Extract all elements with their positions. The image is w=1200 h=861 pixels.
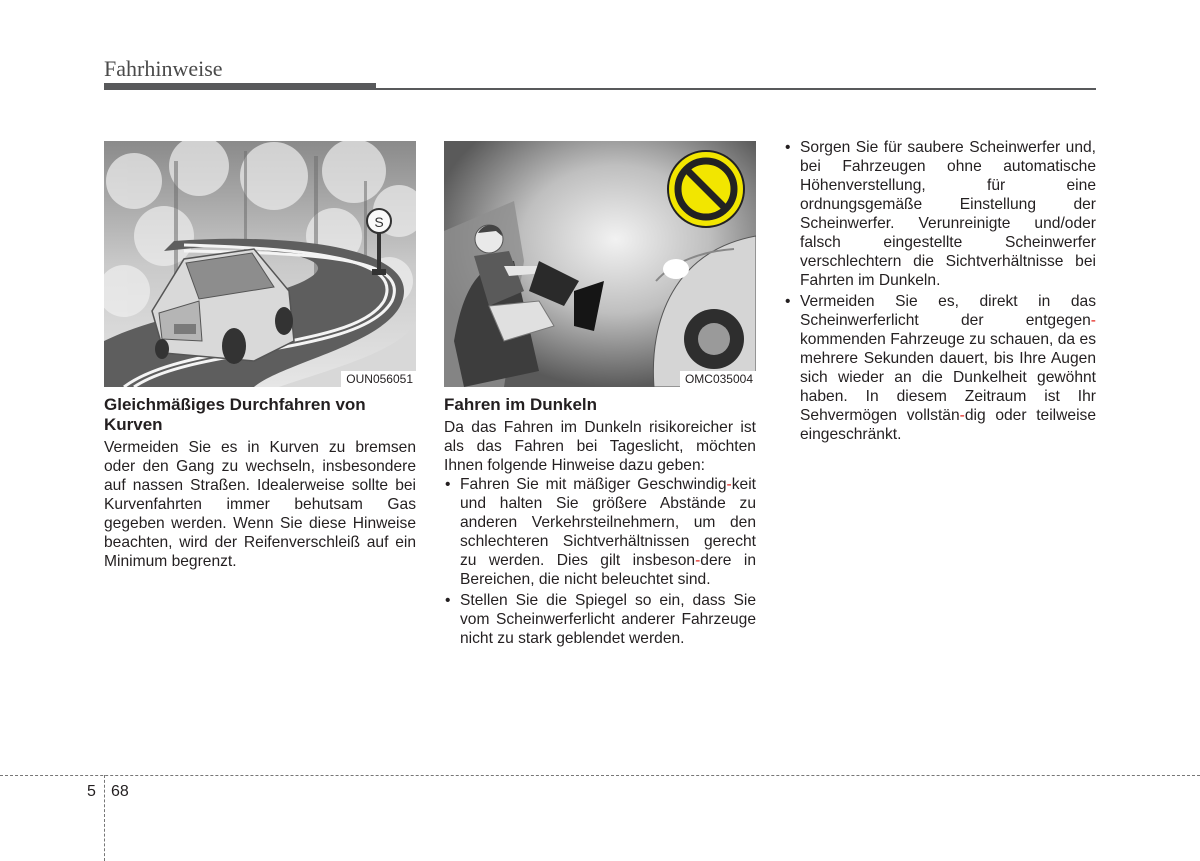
list-item: • Stellen Sie die Spiegel so ein, dass Sie vom Scheinwerferlicht anderer Fahrzeuge nicht zu stark geblendet werden. xyxy=(444,591,756,648)
figure-code: OMC035004 xyxy=(680,371,756,387)
header-rule-accent xyxy=(104,83,376,90)
chapter-number: 5 xyxy=(87,783,96,800)
column-2 xyxy=(444,141,756,650)
list-item: • Vermeiden Sie es, direkt in das Scheinwerferlicht der entgegen-kommenden Fahrzeuge zu schauen, da es mehrere Sekunden dauert, bis Ihre Augen sich wieder an die Dunkelheit gewöhnt haben. In diesem Zeitraum ist Ihr Sehvermögen vollstän-dig oder teilweise eingeschränkt. xyxy=(784,292,1096,444)
page-number: 68 xyxy=(111,783,129,800)
figure-code: OUN056051 xyxy=(341,371,416,387)
figure-winding-road-car xyxy=(104,141,416,387)
list-item: • Sorgen Sie für saubere Scheinwerfer und, bei Fahrzeugen ohne automatische Höhenverstellung, für eine ordnungsgemäße Einstellung der Scheinwerfer. Verunreinigte und/oder falsch eingestellte Scheinwerfer verschlechtern die Sichtverhältnisse bei Fahrten im Dunkeln. xyxy=(784,138,1096,290)
winding-road-illustration xyxy=(104,141,416,387)
paragraph-night-intro: Da das Fahren im Dunkeln risikoreicher ist als das Fahren bei Tageslicht, möchten Ihnen folgende Hinweise dazu geben: xyxy=(444,419,756,474)
heading-night: Fahren im Dunkeln xyxy=(444,395,598,414)
prohibition-sign-icon xyxy=(668,151,744,227)
section-title: Fahrhinweise xyxy=(104,56,223,81)
paragraph-curves: Vermeiden Sie es in Kurven zu bremsen oder den Gang zu wechseln, insbesondere auf nassen Straßen. Idealerweise sollte bei Kurvenfahrten immer behutsam Gas gegeben werden. Wenn Sie diese Hinweise beachten, wird der Reifenverschleiß auf ein Minimum begrenzt. xyxy=(104,439,416,570)
svg-text:S: S xyxy=(374,214,384,230)
column-3 xyxy=(784,138,1096,446)
list-item: • Fahren Sie mit mäßiger Geschwindig-keit und halten Sie größere Abstände zu anderen Verkehrsteilnehmern, um den schlechteren Sichtverhältnissen gerecht zu werden. Dies gilt insbeson-dere in Bereichen, die nicht beleuchtet sind. xyxy=(444,475,756,589)
footer-rule xyxy=(0,775,1200,776)
figure-night-driving xyxy=(444,141,756,387)
heading-curves: Gleichmäßiges Durchfahren von Kurven xyxy=(104,395,366,434)
footer-divider xyxy=(104,775,105,861)
header-rule xyxy=(376,88,1096,90)
bullet-list-night xyxy=(444,475,756,648)
night-driving-illustration xyxy=(444,141,756,387)
column-1 xyxy=(104,141,416,571)
bullet-list-headlights xyxy=(784,138,1096,444)
